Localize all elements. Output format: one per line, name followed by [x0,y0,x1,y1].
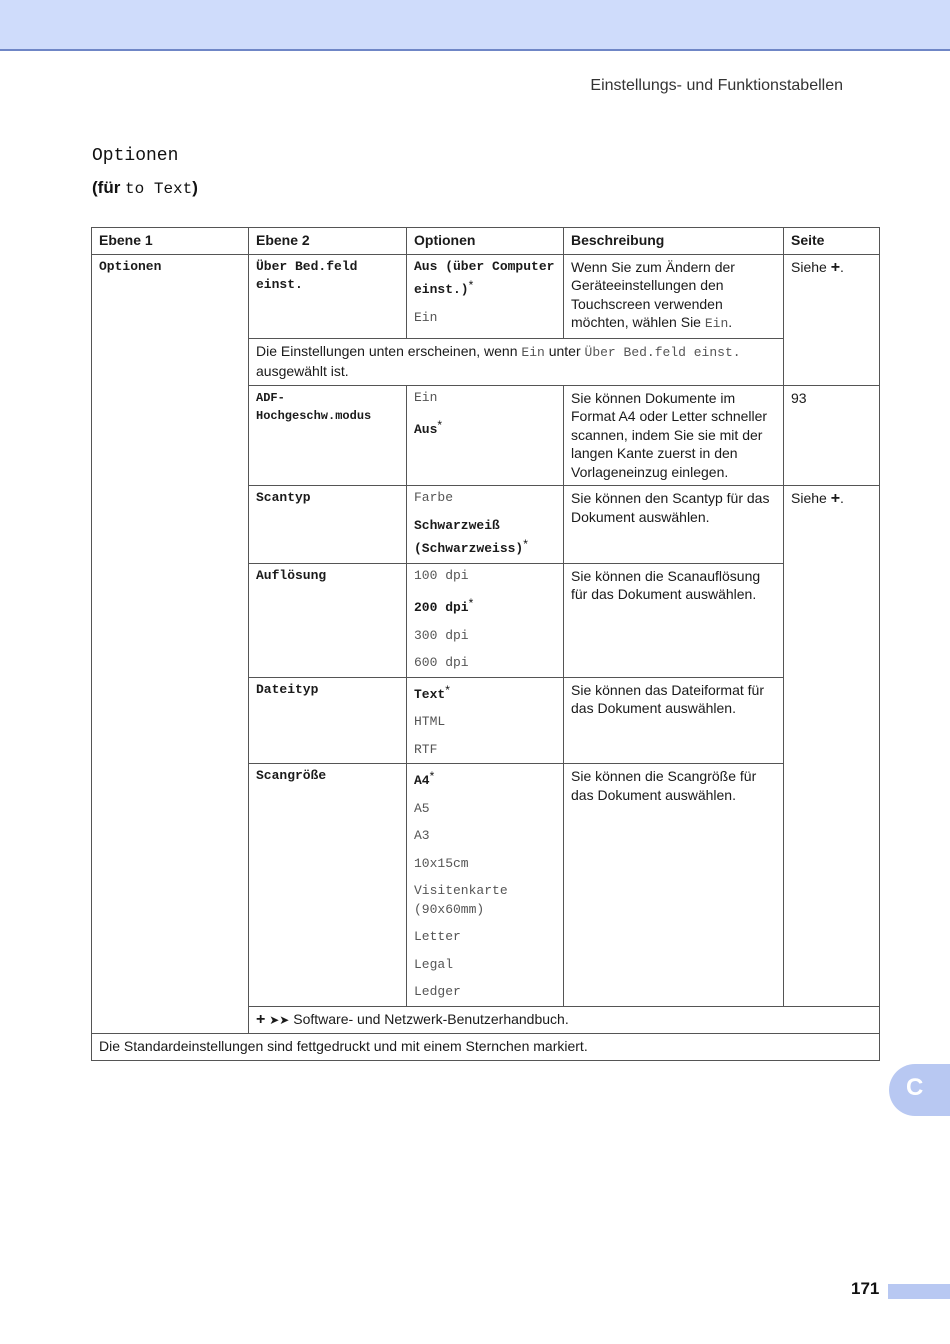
default-star: * [437,418,443,432]
default-star: * [445,682,450,697]
option-default [414,517,556,559]
option-item: 600 dpi [414,655,469,670]
header-band [0,0,950,51]
option-item: Legal [414,956,454,972]
option-item: Letter [414,929,461,944]
page-number-bar [888,1284,950,1299]
header-optionen: Optionen [407,228,564,255]
page-ref-end: . [840,258,844,275]
options-cell [407,563,564,677]
option-item: 10x15cm [414,855,469,871]
options-cell [407,764,564,1007]
chapter-tab [889,1064,950,1116]
option-text: Schwarzweiß (Schwarzweiss) [414,517,524,556]
reference-footnote [249,1006,880,1034]
level2-cell: Über Bed.feld einst. [249,254,407,338]
description-text: Wenn Sie zum Ändern der Geräteeinstellungen den Touchscreen verwenden möchten, wählen Sie [571,258,735,330]
level2-cell: Auflösung [249,563,407,677]
page-ref-text: Siehe [791,258,831,275]
header-ebene-2: Ebene 2 [249,228,407,255]
running-title: Einstellungs- und Funktionstabellen [590,77,843,94]
double-arrow-icon: ➤➤ [269,1012,290,1027]
option-default [414,681,556,705]
defaults-footnote: Die Standardeinstellungen sind fettgedruckt und mit einem Sternchen markiert. [92,1034,880,1061]
option-default [414,258,556,300]
span-note-cell [249,338,784,385]
option-default [414,767,556,791]
option-item: Visitenkarte (90x60mm) [414,883,508,917]
options-cell [407,254,564,338]
option-text: 200 dpi [414,600,469,615]
option-item: Farbe [414,490,454,505]
description-cell: Sie können die Scanauflösung für das Dokument auswählen. [564,563,784,677]
footnote-row [92,1034,880,1061]
table-row [92,254,880,338]
option-text: Aus [414,422,438,437]
page-cell: 93 [784,385,880,486]
description-cell: Sie können den Scantyp für das Dokument auswählen. [564,486,784,564]
default-star: * [468,278,474,292]
page-cell [784,254,880,385]
section-title: Optionen [92,146,179,166]
option-item: A3 [414,828,430,843]
note-code: Über Bed.feld einst. [584,344,741,360]
option-text: Text [414,686,446,702]
page-ref-end: . [840,490,844,506]
description-end: . [728,314,733,330]
section-subtitle [92,178,198,198]
default-star: * [523,537,528,551]
level2-cell: Scantyp [249,486,407,564]
level2-cell: Dateityp [249,677,407,764]
option-item: Ein [414,389,438,405]
description-cell: Sie können das Dateiformat für das Dokument auswählen. [564,677,784,764]
option-item: A5 [414,800,430,816]
subtitle-code: to Text [125,180,193,198]
settings-table [91,227,880,1061]
option-item: 300 dpi [414,627,469,643]
options-cell [407,385,564,486]
subtitle-open: (für [92,178,126,197]
option-default [414,594,556,618]
options-cell [407,677,564,764]
plus-icon: + [830,258,841,276]
chapter-letter: C [906,1074,924,1101]
description-cell [564,254,784,338]
subtitle-close: ) [192,178,198,197]
option-item: HTML [414,714,446,729]
table-header-row [92,228,880,255]
level2-cell: ADF-Hochgeschw.modus [249,385,407,486]
description-code: Ein [704,316,729,331]
option-item: 100 dpi [414,567,469,583]
note-text: Die Einstellungen unten erscheinen, wenn [256,342,522,359]
note-code: Ein [521,344,545,360]
description-cell: Sie können die Scangröße für das Dokument auswählen. [564,764,784,1007]
page-cell [784,486,880,1007]
plus-icon: + [256,1010,266,1028]
header-ebene-1: Ebene 1 [92,228,249,255]
header-beschreibung: Beschreibung [564,228,784,255]
note-text: unter [544,342,585,359]
level1-cell: Optionen [92,254,249,1034]
option-text: A4 [414,773,430,788]
option-item: RTF [414,741,438,757]
option-item: Ledger [414,984,461,999]
default-star: * [429,769,435,783]
plus-icon: + [830,490,841,507]
default-star: * [468,596,474,610]
option-default [414,416,556,440]
reference-text: Software- und Netzwerk-Benutzerhandbuch. [289,1010,569,1027]
level2-cell: Scangröße [249,764,407,1007]
header-seite: Seite [784,228,880,255]
page-ref-text: Siehe [791,490,831,506]
note-text: ausgewählt ist. [256,363,349,379]
option-item: Ein [414,309,438,325]
options-cell [407,486,564,564]
description-cell: Sie können Dokumente im Format A4 oder Letter schneller scannen, indem Sie sie mit der langen Kante zuerst in den Vorlageneinzug einlegen. [564,385,784,486]
option-text: Aus (über Computer einst.) [414,258,555,297]
page-number: 171 [851,1279,880,1298]
